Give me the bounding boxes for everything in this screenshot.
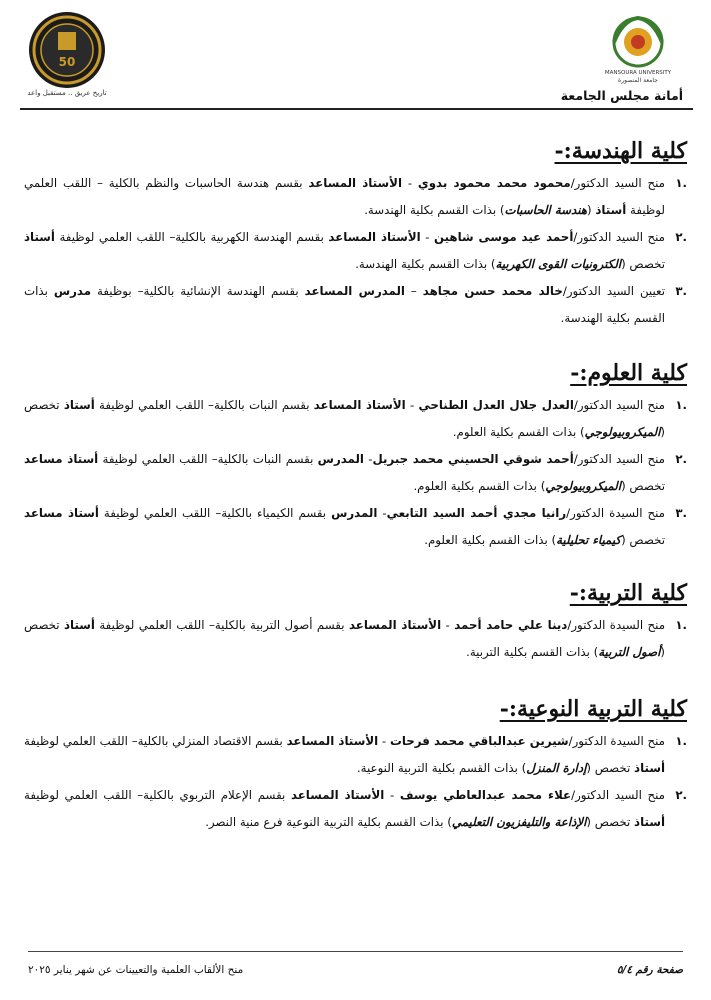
item-text: تعيين السيد الدكتور/خالد محمد حسن مجاهد – المدرس المساعد بقسم الهندسة الإنشائية بالكلية– بوظيفة مدرس بذات القسم بكلية الهندسة. (24, 284, 666, 325)
item-number: .٢ (675, 452, 687, 466)
university-name-en: MANSOURA UNIVERSITY (604, 70, 672, 76)
university-name-ar: جامعة المنصورة (618, 77, 658, 84)
document-body (24, 138, 687, 836)
item-number: .١ (675, 618, 687, 632)
list-item (24, 728, 687, 782)
section-engineering (24, 138, 687, 332)
page-number: صفحة رقم ٥/٤ (616, 964, 683, 976)
council-secretariat-label: أمانة مجلس الجامعة (560, 88, 683, 103)
list-item (24, 170, 687, 224)
section-education (24, 580, 687, 666)
section-science (24, 360, 687, 554)
section-title: كلية التربية:- (569, 580, 687, 606)
footer-divider (28, 951, 683, 952)
item-number: .١ (675, 734, 687, 748)
item-number: .١ (675, 398, 687, 412)
item-number: .١ (675, 176, 687, 190)
list-item (24, 782, 687, 836)
section-title: كلية التربية النوعية:- (499, 696, 687, 722)
university-seal (603, 12, 673, 84)
list-item (24, 446, 687, 500)
section-specific-education (24, 696, 687, 836)
anniversary-logo (24, 8, 110, 98)
item-text: منح السيد الدكتور/أحمد شوقي الحسيني محمد جبريل- المدرس بقسم النبات بالكلية– اللقب العلمي لوظيفة أستاذ مساعد تخصص (الميكروبيولوجي) بذات القسم بكلية العلوم. (24, 452, 665, 493)
item-text: منح السيد الدكتور/محمود محمد محمود بدوي - الأستاذ المساعد بقسم هندسة الحاسبات والنظم بالكلية – اللقب العلمي لوظيفة أستاذ (هندسة الحاسبات) بذات القسم بكلية الهندسة. (24, 176, 665, 217)
item-number: .٣ (675, 284, 687, 298)
list-item (24, 612, 687, 666)
section-title: كلية العلوم:- (570, 360, 687, 386)
list-item (24, 224, 687, 278)
page-footer (28, 964, 683, 976)
header-divider (20, 108, 693, 110)
footer-caption: منح الألقاب العلمية والتعيينات عن شهر يناير ٢٠٢٥ (28, 964, 244, 976)
item-text: منح السيدة الدكتور/رانيا مجدي أحمد السيد التابعي- المدرس بقسم الكيمياء بالكلية– اللقب العلمي لوظيفة أستاذ مساعد تخصص (كيمياء تحليلية) بذات القسم بكلية العلوم. (24, 506, 665, 547)
list-item (24, 500, 687, 554)
section-title: كلية الهندسة:- (554, 138, 687, 164)
anniversary-badge: 50 (58, 55, 76, 69)
item-number: .٢ (675, 788, 687, 802)
item-text: منح السيد الدكتور/علاء محمد عبدالعاطي يوسف - الأستاذ المساعد بقسم الإعلام التربوي بالكلية– اللقب العلمي لوظيفة أستاذ تخصص (الإذاعة والتليفزيون التعليمي) بذات القسم بكلية التربية النوعية فرع منية النصر. (24, 788, 665, 829)
item-text: منح السيد الدكتور/العدل جلال العدل الطناحي - الأستاذ المساعد بقسم النبات بالكلية– اللقب العلمي لوظيفة أستاذ تخصص (الميكروبيولوجي) بذات القسم بكلية العلوم. (24, 398, 665, 439)
logo-caption: تاريخ عريق .. مستقبل واعد (27, 89, 107, 97)
item-number: .٣ (675, 506, 687, 520)
item-text: منح السيد الدكتور/أحمد عيد موسى شاهين - الأستاذ المساعد بقسم الهندسة الكهربية بالكلية– اللقب العلمي لوظيفة أستاذ تخصص (الكترونيات القوى الكهربية) بذات القسم بكلية الهندسة. (24, 230, 666, 271)
list-item (24, 392, 687, 446)
list-item (24, 278, 687, 332)
item-text: منح السيدة الدكتور/شيرين عبدالباقي محمد فرحات - الأستاذ المساعد بقسم الاقتصاد المنزلي بالكلية– اللقب العلمي لوظيفة أستاذ تخصص (إدارة المنزل) بذات القسم بكلية التربية النوعية. (24, 734, 666, 775)
item-text: منح السيدة الدكتور/دينا علي حامد أحمد - الأستاذ المساعد بقسم أصول التربية بالكلية– اللقب العلمي لوظيفة أستاذ تخصص (أصول التربية) بذات القسم بكلية التربية. (24, 618, 666, 659)
item-number: .٢ (675, 230, 687, 244)
